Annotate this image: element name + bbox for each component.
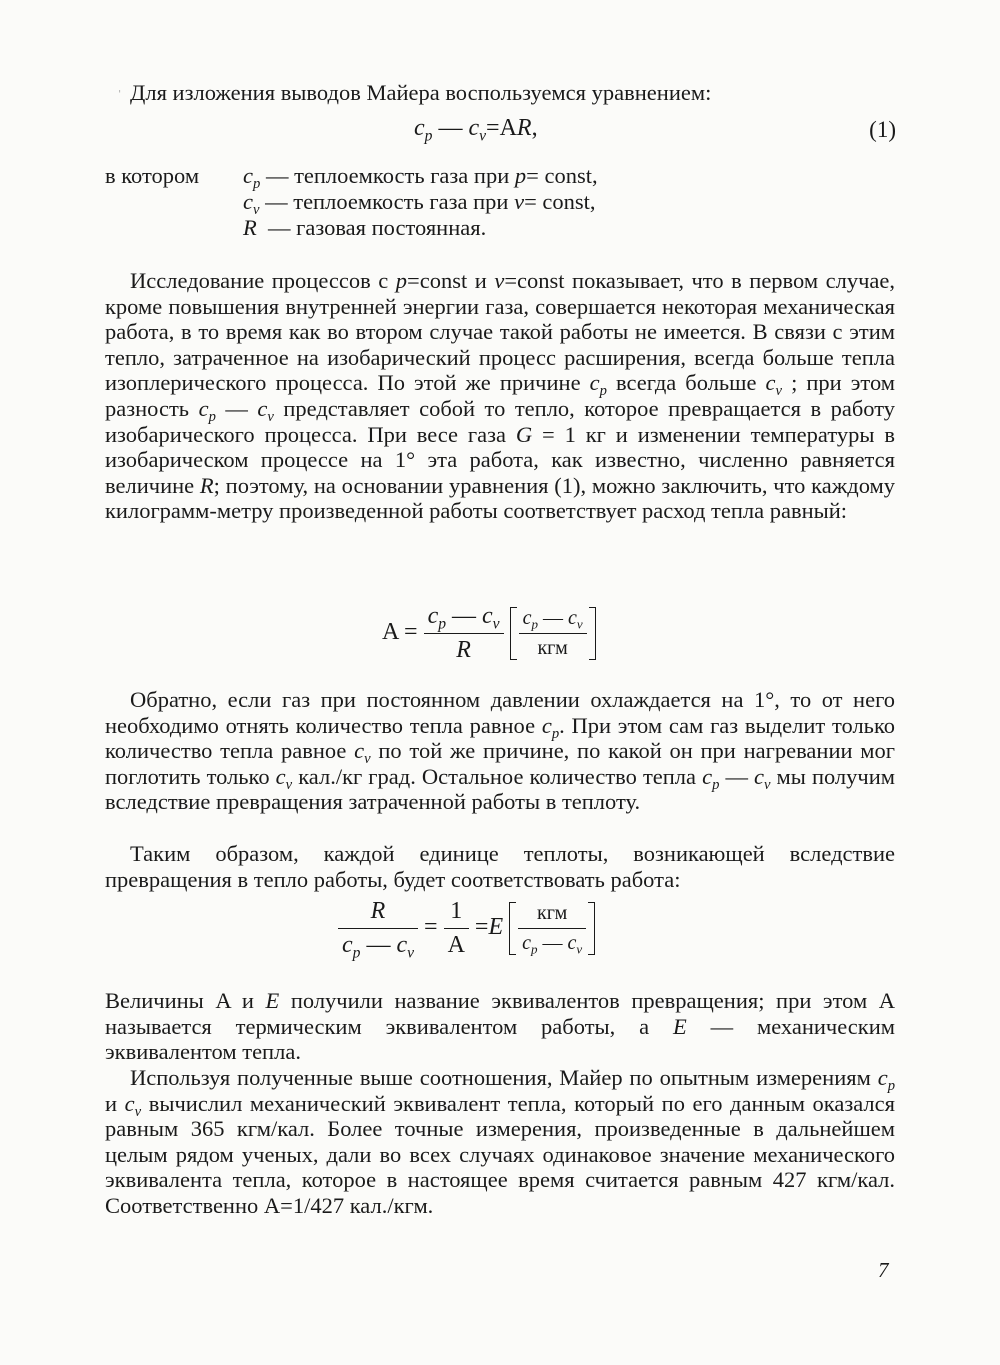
equation-a: A = $\frac{c_p — c_v}{R}$ $\frac{c_p — c_v}{\text{кгм}}$ [382, 603, 596, 664]
fraction: $\frac{R}{c_p — c_v}$ [338, 898, 418, 959]
paragraph-processes: Исследование процессов с p=const и v=const показывает, что в первом случае, кроме повышения внутренней энергии газа, совершается некоторая механическая работа, в то время как во втором случае такой работы не имеется. В связи с этим тепло, затраченное на изобарический процесс расширения, всегда больше тепла изоплерического процесса. По этой же причине $c_p$ всегда больше $c_v$ ; при этом разность $c_p$ — $c_v$ представляет собой то тепло, которое превращается в работу изобарического процесса. При весе газа G = 1 кг и изменении температуры в изобарическом процессе на 1° эта работа, как известно, численно равняется величине R; поэтому, на основании уравнения (1), можно заключить, что каждому килограмм-метру произведенной работы соответствует расход тепла равный: [105, 268, 896, 524]
margin-mark: ˈ [117, 88, 123, 105]
definition-row: $c_v$ — теплоемкость газа при v= const, [243, 189, 596, 219]
page-number: 7 [878, 1258, 889, 1282]
paragraph-cooling: Обратно, если газ при постоянном давлении охлаждается на 1°, то от него необходимо отнять количество тепла равное $c_p$. При этом сам газ выделит только количество тепла равное $c_v$ по той же причине, по какой он при нагревании мог поглотить только $c_v$ кал./кг град. Остальное количество тепла $c_p$ — $c_v$ мы получим вследствие превращения затраченной работы в теплоту. [105, 687, 896, 815]
equation-number: (1) [869, 117, 896, 142]
paragraph-work: Таким образом, каждой единице теплоты, возникающей вследствие превращения в тепло работы, будет соответствовать работа: [105, 841, 895, 892]
definitions-prefix: в котором [105, 163, 200, 188]
definition-row: R — газовая постоянная. [243, 215, 487, 240]
paragraph-mayer: Используя полученные выше соотношения, Майер по опытным измерениям $c_p$ и $c_v$ вычислил механический эквивалент тепла, который по его данным оказался равным 365 кгм/кал. Более точные измерения, произведенные в дальнейшем целым рядом ученых, дали во всех случаях одинаковое значение механического эквивалента тепла, которое в настоящее время считается равным 427 кгм/кал. Соответственно A=1/427 кал./кгм. [105, 1065, 895, 1218]
fraction: $\frac{c_p — c_v}{R}$ [424, 603, 504, 664]
definitions-list [105, 163, 598, 241]
paragraph-equivalents: Величины A и E получили название эквивалентов превращения; при этом A называется термическим эквивалентом работы, а E — механическим эквивалентом тепла. [105, 988, 895, 1065]
equation-e: $\frac{R}{c_p — c_v}$ = $\frac{1}{A}$ =E $\frac{\text{кгм}}{c_p — c_v}$ [338, 898, 595, 959]
definition-row: в котором $c_p$ — теплоемкость газа при p= const, [105, 163, 598, 193]
intro-text: Для изложения выводов Майера воспользуемся уравнением: [130, 80, 712, 105]
equation-1: $c_p$ — $c_v=AR$, [414, 115, 538, 145]
unit-bracket: $\frac{\text{кгм}}{c_p — c_v}$ [509, 902, 595, 955]
unit-bracket: $\frac{c_p — c_v}{\text{кгм}}$ [510, 607, 596, 660]
fraction: $\frac{1}{A}$ [444, 898, 469, 959]
